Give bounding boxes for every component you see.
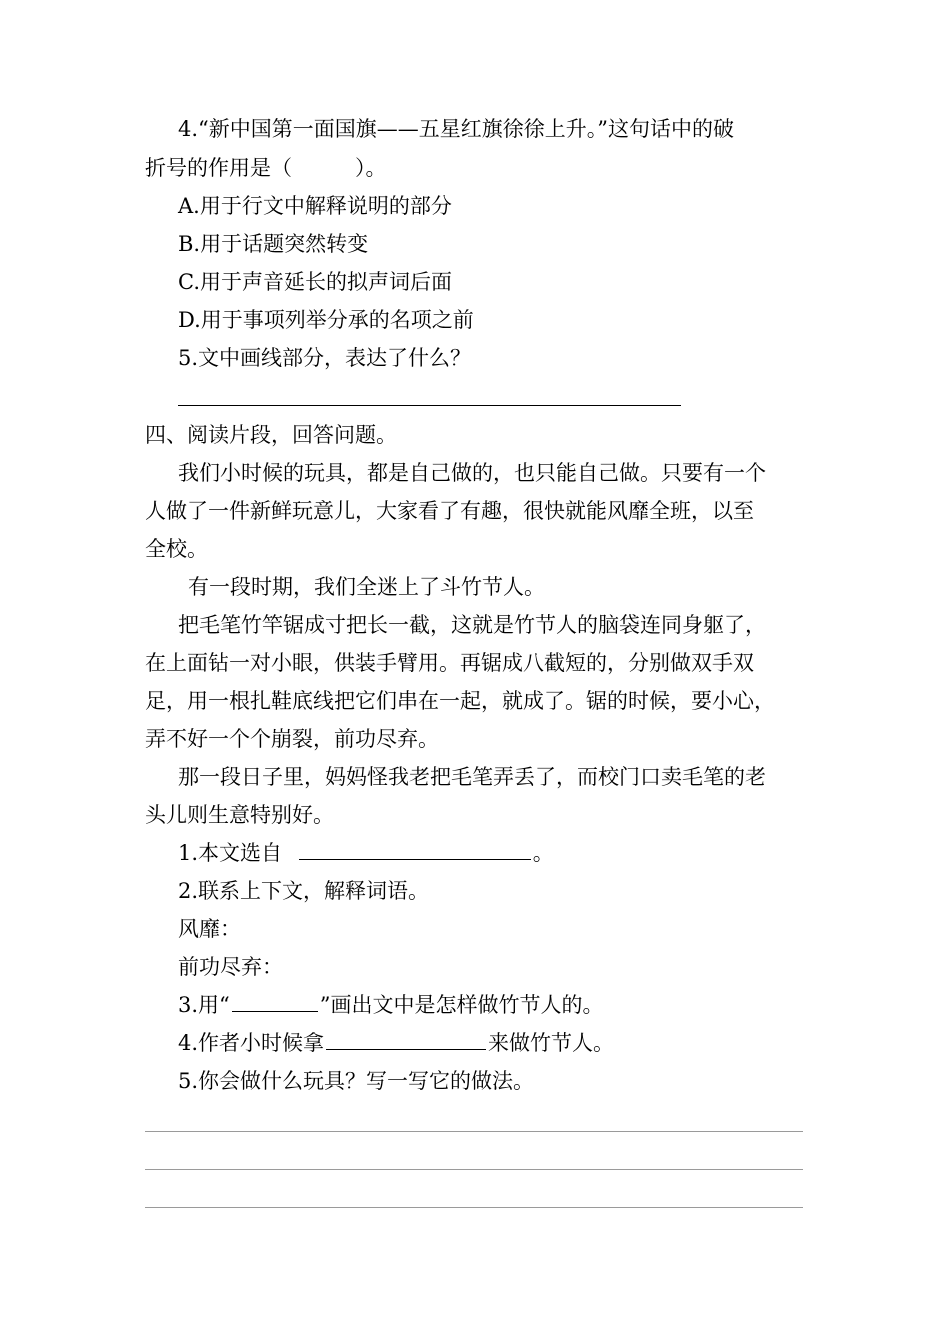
option-a: A.用于行文中解释说明的部分 (178, 194, 452, 218)
answer-writing-line-2[interactable] (145, 1169, 803, 1170)
question-3-prefix: 3.用“ (178, 993, 230, 1017)
question-4-suffix: 来做竹节人。 (488, 1031, 615, 1055)
question-3-suffix: ”画出文中是怎样做竹节人的。 (319, 993, 604, 1017)
question-2-word-fengmi[interactable]: 风靡： (178, 917, 241, 941)
question-1-answer-blank[interactable] (299, 839, 531, 860)
passage-paragraph-3-line2: 在上面钻一对小眼，供装手臂用。再锯成八截短的，分别做双手双 (145, 651, 754, 675)
passage-paragraph-1-line3: 全校。 (145, 537, 208, 561)
passage-paragraph-1-line1: 我们小时候的玩具，都是自己做的，也只能自己做。只要有一个 (178, 461, 766, 485)
passage-paragraph-3-line3: 足，用一根扎鞋底线把它们串在一起，就成了。锯的时候，要小心， (145, 689, 775, 713)
question-2: 2.联系上下文，解释词语。 (178, 879, 430, 903)
passage-paragraph-3-line4: 弄不好一个个崩裂，前功尽弃。 (145, 727, 439, 751)
question-4-text-line1: 4.“新中国第一面国旗——五星红旗徐徐上升。”这句话中的破 (178, 117, 735, 141)
question-5-text: 5.文中画线部分，表达了什么？ (178, 346, 472, 370)
question-4-answer-blank[interactable] (326, 1029, 486, 1050)
question-1-prefix: 1.本文选自 (178, 841, 283, 865)
question-4-text-line2: 折号的作用是（ ）。 (145, 156, 387, 180)
question-1-suffix: 。 (532, 841, 554, 865)
option-b: B.用于话题突然转变 (178, 232, 369, 256)
passage-paragraph-4-line2: 头儿则生意特别好。 (145, 803, 334, 827)
underline-mark-sample (232, 991, 318, 1012)
option-c: C.用于声音延长的拟声词后面 (178, 270, 452, 294)
question-3 (178, 990, 805, 1020)
question-2-word-qiangongjinqi[interactable]: 前功尽弃： (178, 955, 283, 979)
passage-paragraph-3-line1: 把毛笔竹竿锯成寸把长一截，这就是竹节人的脑袋连同身躯了， (178, 613, 766, 637)
option-d: D.用于事项列举分承的名项之前 (178, 308, 474, 332)
answer-writing-line-1[interactable] (145, 1131, 803, 1132)
passage-paragraph-1-line2: 人做了一件新鲜玩意儿，大家看了有趣，很快就能风靡全班，以至 (145, 499, 754, 523)
passage-paragraph-2: 有一段时期，我们全迷上了斗竹节人。 (188, 575, 545, 599)
section-4-heading: 四、阅读片段，回答问题。 (145, 423, 397, 447)
question-4 (178, 1028, 805, 1058)
question-5: 5.你会做什么玩具？写一写它的做法。 (178, 1069, 535, 1093)
question-4-prefix: 4.作者小时候拿 (178, 1031, 325, 1055)
passage-paragraph-4-line1: 那一段日子里，妈妈怪我老把毛笔弄丢了，而校门口卖毛笔的老 (178, 765, 766, 789)
question-1 (178, 838, 805, 868)
answer-writing-line-3[interactable] (145, 1207, 803, 1208)
question-5-answer-line[interactable] (178, 405, 681, 406)
